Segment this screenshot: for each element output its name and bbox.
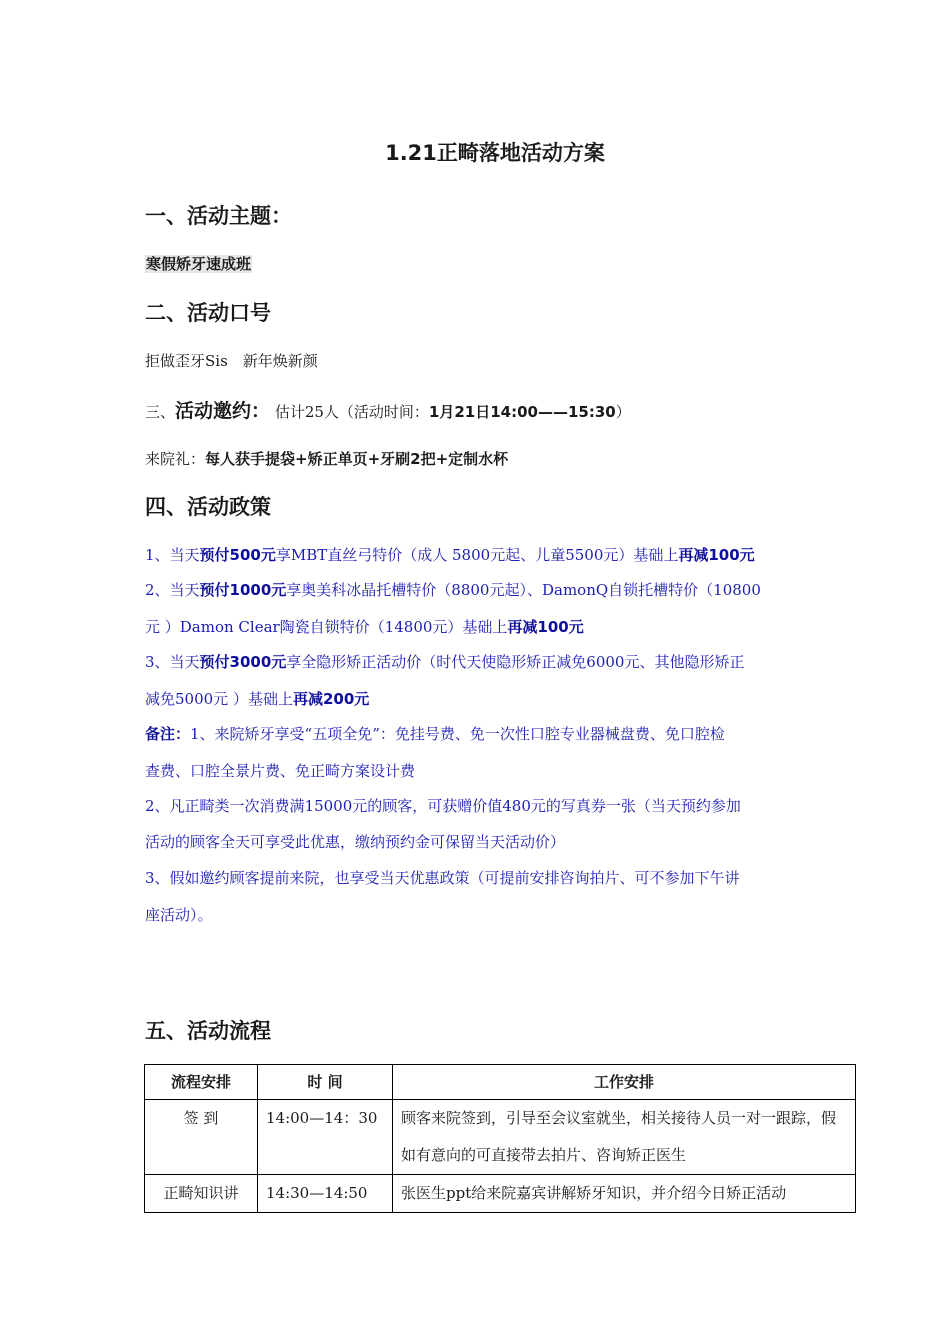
note-label: 备注： <box>145 725 191 743</box>
policy-3-discount: 再减200元 <box>292 690 370 708</box>
policy-2-c: 享奥美科冰晶托槽特价（8800元起）、DamonQ自锁托槽特价（10800 <box>286 581 761 599</box>
activity-slogan: 拒做歪牙Sis 新年焕新颜 <box>145 352 318 370</box>
policy-3-prepay: 预付3000元 <box>199 653 287 671</box>
policy-2-d: 元 ）Damon Clear陶瓷自锁特价（14800元）基础上 <box>145 618 508 636</box>
policy-2-discount: 再减100元 <box>507 618 584 636</box>
note-3-line-2: 座活动）。 <box>145 906 213 924</box>
section-3-text: 估计25人（活动时间： <box>274 403 429 421</box>
row-work: 张医生ppt给来院嘉宾讲解矫牙知识，并介绍今日矫正活动 <box>393 1175 856 1213</box>
note-3-line-1: 3、假如邀约顾客提前来院，也享受当天优惠政策（可提前安排咨询拍片、可不参加下午讲 <box>145 869 740 887</box>
policy-1-discount: 再减100元 <box>678 546 755 564</box>
section-3-prefix: 三、 <box>145 403 176 421</box>
policy-2-line-2 <box>145 616 584 637</box>
row-time: 14:00—14：30 <box>258 1100 393 1175</box>
table-row <box>145 1175 856 1213</box>
header-step: 流程安排 <box>145 1065 258 1100</box>
policy-3-a: 3、当天 <box>145 653 200 671</box>
policy-1-prepay: 预付500元 <box>199 546 276 564</box>
gift-label: 来院礼： <box>145 450 206 468</box>
row-step: 签 到 <box>145 1100 258 1175</box>
note-1-a: 1、来院矫牙享受“五项全免”：免挂号费、免一次性口腔专业器械盘费、免口腔检 <box>190 725 725 743</box>
document-title: 1.21正畸落地活动方案 <box>385 141 605 165</box>
section-3-close: ） <box>615 403 631 421</box>
header-time: 时 间 <box>258 1065 393 1100</box>
policy-2-prepay: 预付1000元 <box>199 581 287 599</box>
row-work: 顾客来院签到，引导至会议室就坐，相关接待人员一对一跟踪，假如有意向的可直接带去拍片、咨询矫正医生 <box>393 1100 856 1175</box>
section-5-heading: 五、活动流程 <box>145 1019 271 1043</box>
section-3-line <box>145 396 631 423</box>
note-2-line-2: 活动的顾客全天可享受此优惠，缴纳预约金可保留当天活动价） <box>145 833 566 851</box>
policy-1-a: 1、当天 <box>145 546 200 564</box>
policy-1 <box>145 544 755 565</box>
policy-2-a: 2、当天 <box>145 581 200 599</box>
note-2-line-1: 2、凡正畸类一次消费满15000元的顾客，可获赠价值480元的写真券一张（当天预约参加 <box>145 797 741 815</box>
policy-1-c: 享MBT直丝弓特价（成人 5800元起、儿童5500元）基础上 <box>275 546 679 564</box>
row-step: 正畸知识讲 <box>145 1175 258 1213</box>
policy-3-line-2 <box>145 688 369 709</box>
policy-3-c: 享全隐形矫正活动价（时代天使隐形矫正减免6000元、其他隐形矫正 <box>286 653 745 671</box>
row-time: 14:30—14:50 <box>258 1175 393 1213</box>
policy-2-line-1 <box>145 579 761 600</box>
gift-line <box>145 448 508 469</box>
policy-3-line-1 <box>145 651 744 672</box>
note-1-line-1 <box>145 723 725 744</box>
note-1-line-2: 查费、口腔全景片费、免正畸方案设计费 <box>145 762 416 780</box>
section-2-heading: 二、活动口号 <box>145 301 271 325</box>
policy-3-d: 减免5000元 ）基础上 <box>145 690 293 708</box>
section-1-body <box>145 253 252 274</box>
table-header-row <box>145 1065 856 1100</box>
section-4-heading: 四、活动政策 <box>145 495 271 519</box>
activity-time: 1月21日14:00——15:30 <box>428 403 616 421</box>
activity-theme: 寒假矫牙速成班 <box>146 255 252 273</box>
header-work: 工作安排 <box>393 1065 856 1100</box>
section-1-heading: 一、活动主题： <box>145 204 292 228</box>
table-row <box>145 1100 856 1175</box>
section-3-label: 活动邀约： <box>175 400 271 422</box>
process-table <box>144 1064 856 1213</box>
gift-text: 每人获手提袋+矫正单页+牙刷2把+定制水杯 <box>205 450 509 468</box>
